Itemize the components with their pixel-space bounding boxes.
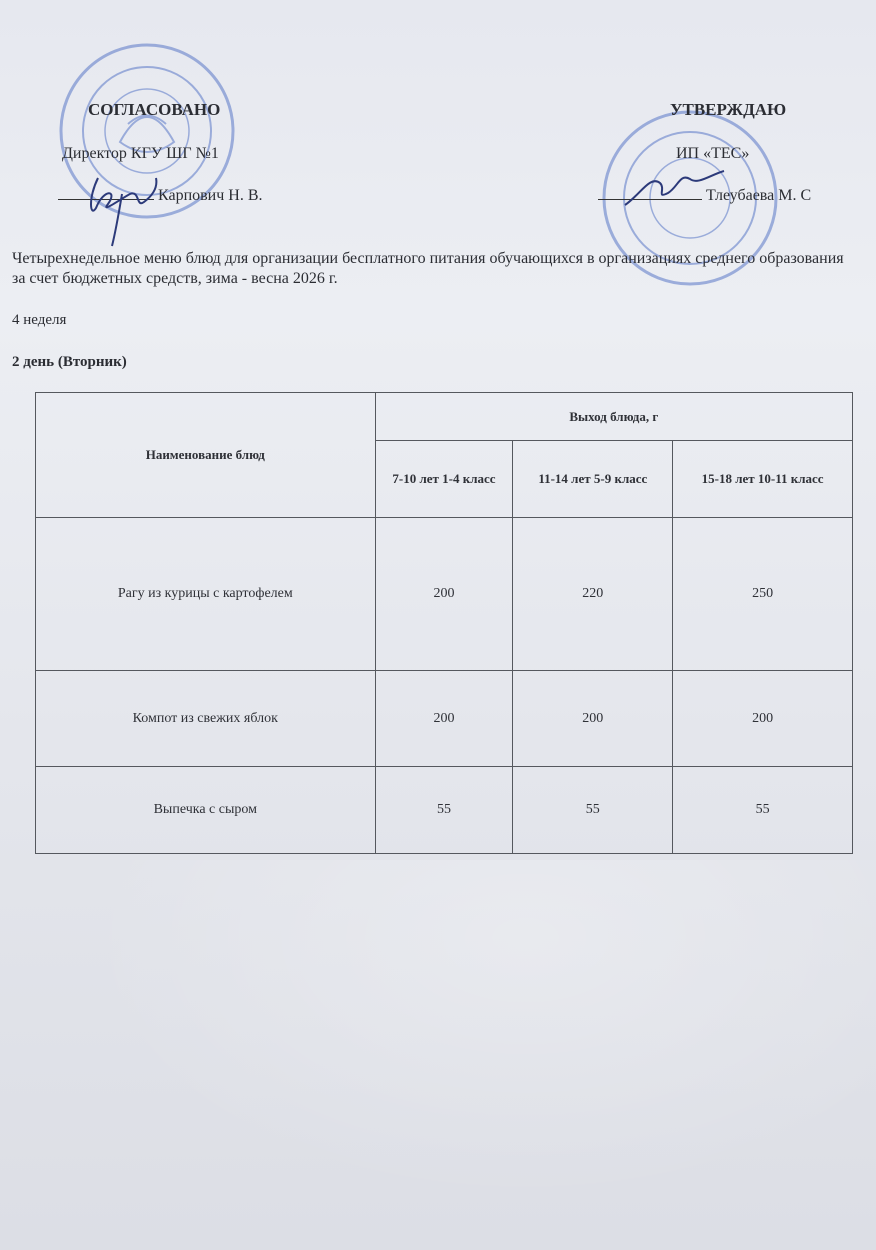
left-handwritten-signature: [78, 168, 168, 248]
dish-name: Выпечка с сыром: [36, 767, 376, 854]
table-row: [36, 518, 853, 671]
right-signer-name: Тлеубаева М. С: [706, 187, 812, 204]
left-signer-name: Карпович Н. В.: [158, 187, 263, 204]
portion-value: 200: [673, 671, 853, 767]
table-header-row: [36, 393, 853, 441]
portion-value: 200: [375, 518, 513, 671]
week-label: 4 неделя: [12, 312, 67, 328]
age-group-header: 7-10 лет 1-4 класс: [375, 441, 513, 518]
age-group-header: 11-14 лет 5-9 класс: [513, 441, 673, 518]
document-title: Четырехнедельное меню блюд для организации бесплатного питания обучающихся в организациях среднего образования за счет бюджетных средств, зима - весна 2026 г.: [12, 250, 844, 287]
table-row: [36, 671, 853, 767]
age-group-header: 15-18 лет 10-11 класс: [673, 441, 853, 518]
portion-value: 55: [513, 767, 673, 854]
confirm-heading: УТВЕРЖДАЮ: [670, 100, 787, 119]
portion-value: 250: [673, 518, 853, 671]
right-handwritten-signature: [620, 165, 730, 215]
menu-table: [35, 392, 853, 854]
portion-value: 55: [375, 767, 513, 854]
table-row: [36, 767, 853, 854]
portion-value: 200: [513, 671, 673, 767]
portion-value: 200: [375, 671, 513, 767]
day-label: 2 день (Вторник): [12, 354, 127, 370]
dish-name-header: Наименование блюд: [36, 393, 376, 518]
approved-heading: СОГЛАСОВАНО: [88, 100, 221, 119]
dish-name: Компот из свежих яблок: [36, 671, 376, 767]
yield-header: Выход блюда, г: [375, 393, 852, 441]
paper-shading: [0, 860, 876, 1250]
dish-name: Рагу из курицы с картофелем: [36, 518, 376, 671]
entrepreneur-position: ИП «ТЕС»: [676, 145, 750, 162]
portion-value: 55: [673, 767, 853, 854]
director-position: Директор КГУ ШГ №1: [62, 145, 219, 162]
portion-value: 220: [513, 518, 673, 671]
